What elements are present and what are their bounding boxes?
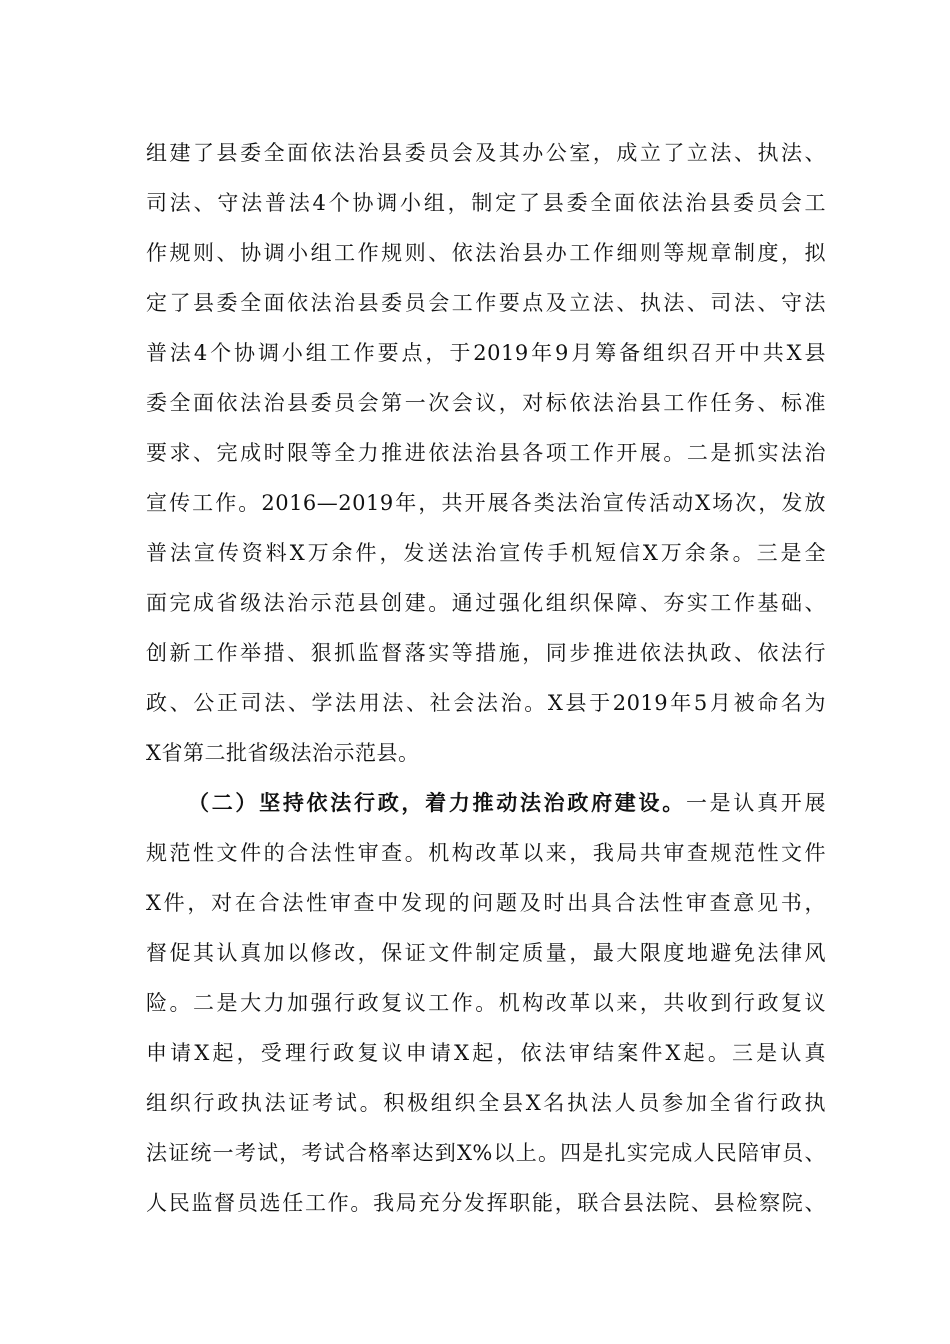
- section-heading-rest: 一是认真开展: [685, 791, 827, 815]
- text-line: 委全面依法治县委员会第一次会议，对标依法治县工作任务、标准: [146, 391, 826, 415]
- text-line: 创新工作举措、狠抓监督落实等措施，同步推进依法执政、依法行: [146, 641, 826, 665]
- text-line: X省第二批省级法治示范县。: [146, 741, 420, 765]
- text-line: 规范性文件的合法性审查。机构改革以来，我局共审查规范性文件: [146, 841, 826, 865]
- text-line: 普法宣传资料X万余件，发送法治宣传手机短信X万余条。三是全: [146, 541, 826, 565]
- text-line: 人民监督员选任工作。我局充分发挥职能，联合县法院、县检察院、: [146, 1191, 826, 1215]
- section-heading-line: [146, 784, 826, 834]
- text-line: 宣传工作。2016—2019年，共开展各类法治宣传活动X场次，发放: [146, 491, 826, 515]
- text-line: 面完成省级法治示范县创建。通过强化组织保障、夯实工作基础、: [146, 591, 826, 615]
- section-heading: （二）坚持依法行政，着力推动法治政府建设。: [188, 790, 686, 815]
- text-line: 作规则、协调小组工作规则、依法治县办工作细则等规章制度，拟: [146, 241, 826, 265]
- text-line: X件，对在合法性审查中发现的问题及时出具合法性审查意见书，: [146, 891, 826, 915]
- text-line: 普法4个协调小组工作要点，于2019年9月筹备组织召开中共X县: [146, 341, 826, 365]
- text-line: 险。二是大力加强行政复议工作。机构改革以来，共收到行政复议: [146, 991, 826, 1015]
- text-line: 组建了县委全面依法治县委员会及其办公室，成立了立法、执法、: [146, 141, 826, 165]
- text-line: 组织行政执法证考试。积极组织全县X名执法人员参加全省行政执: [146, 1091, 826, 1115]
- text-line: 政、公正司法、学法用法、社会法治。X县于2019年5月被命名为: [146, 691, 826, 715]
- text-line: 申请X起，受理行政复议申请X起，依法审结案件X起。三是认真: [146, 1041, 826, 1065]
- text-line: 司法、守法普法4个协调小组，制定了县委全面依法治县委员会工: [146, 191, 826, 215]
- text-line: 法证统一考试，考试合格率达到X%以上。四是扎实完成人民陪审员、: [146, 1141, 826, 1165]
- body-text: [146, 134, 826, 1234]
- text-line: 要求、完成时限等全力推进依法治县各项工作开展。二是抓实法治: [146, 441, 826, 465]
- text-line: 定了县委全面依法治县委员会工作要点及立法、执法、司法、守法: [146, 291, 826, 315]
- text-line: 督促其认真加以修改，保证文件制定质量，最大限度地避免法律风: [146, 941, 826, 965]
